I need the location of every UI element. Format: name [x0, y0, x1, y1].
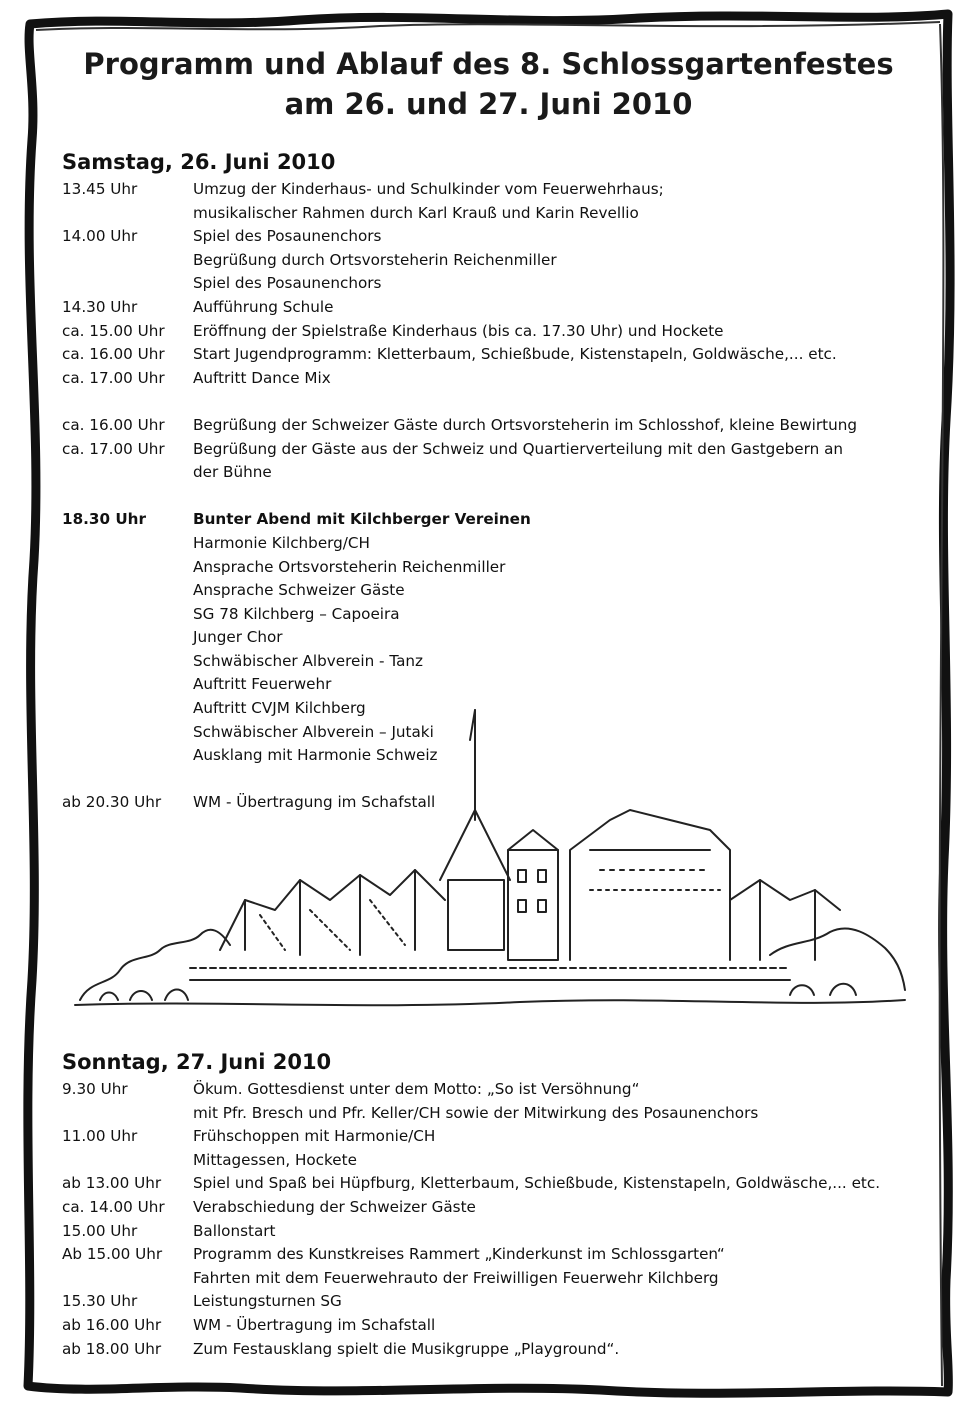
row-description: mit Pfr. Bresch und Pfr. Keller/CH sowie der Mitwirkung des Posaunenchors	[193, 1103, 759, 1122]
schedule-row	[62, 1172, 942, 1196]
sunday-heading: Sonntag, 27. Juni 2010	[62, 1050, 332, 1074]
schedule-row	[62, 343, 942, 367]
schedule-row	[62, 1338, 942, 1362]
row-description: Spiel des Posaunenchors	[193, 227, 382, 246]
row-description: der Bühne	[193, 463, 272, 482]
row-description: Schwäbischer Albverein - Tanz	[193, 651, 423, 670]
row-description: SG 78 Kilchberg – Capoeira	[193, 604, 400, 623]
schedule-row	[62, 1125, 942, 1149]
schedule-row	[62, 1149, 942, 1173]
row-time: ab 13.00 Uhr	[62, 1174, 162, 1193]
row-description: Auftritt CVJM Kilchberg	[193, 699, 366, 718]
schedule-row	[62, 296, 942, 320]
row-description: Junger Chor	[193, 628, 283, 647]
row-time: 13.45 Uhr	[62, 180, 138, 198]
row-description: Ausklang mit Harmonie Schweiz	[193, 746, 438, 765]
row-description: musikalischer Rahmen durch Karl Krauß und Karin Revellio	[193, 203, 639, 222]
title-line-1: Programm und Ablauf des 8. Schlossgartenfestes	[83, 47, 894, 81]
row-description: Ansprache Schweizer Gäste	[193, 581, 405, 600]
row-description: Begrüßung der Schweizer Gäste durch Ortsvorsteherin im Schlosshof, kleine Bewirtung	[193, 415, 857, 434]
row-time	[62, 249, 193, 273]
row-description: Auftritt Feuerwehr	[193, 675, 332, 694]
row-time: ab 16.00 Uhr	[62, 1315, 162, 1334]
schedule-row	[62, 178, 942, 202]
village-sketch-illustration	[70, 700, 910, 1040]
saturday-heading: Samstag, 26. Juni 2010	[62, 150, 336, 174]
row-time: 11.00 Uhr	[62, 1127, 138, 1146]
schedule-row	[62, 438, 942, 462]
row-description: Umzug der Kinderhaus- und Schulkinder vom Feuerwehrhaus;	[193, 180, 664, 198]
row-description: Aufführung Schule	[193, 297, 334, 316]
evening-item	[62, 673, 942, 697]
row-description: Fahrten mit dem Feuerwehrauto der Freiwilligen Feuerwehr Kilchberg	[193, 1268, 719, 1287]
row-description: Ansprache Ortsvorsteherin Reichenmiller	[193, 557, 506, 576]
row-description: Harmonie Kilchberg/CH	[193, 533, 370, 552]
row-time: 18.30 Uhr	[62, 510, 146, 529]
row-description: Frühschoppen mit Harmonie/CH	[193, 1127, 436, 1146]
evening-program-header	[62, 508, 942, 532]
row-description: WM - Übertragung im Schafstall	[193, 793, 436, 812]
schedule-row	[62, 202, 942, 226]
schedule-row	[62, 1243, 942, 1267]
row-time: ab 18.00 Uhr	[62, 1339, 162, 1358]
evening-item	[62, 532, 942, 556]
row-time: ab 20.30 Uhr	[62, 793, 162, 812]
schedule-row	[62, 249, 942, 273]
evening-item	[62, 603, 942, 627]
schedule-row	[62, 320, 942, 344]
schedule-row	[62, 1290, 942, 1314]
row-time: 15.30 Uhr	[62, 1292, 138, 1311]
row-time	[62, 1267, 193, 1291]
row-description: Start Jugendprogramm: Kletterbaum, Schießbude, Kistenstapeln, Goldwäsche,... etc.	[193, 345, 837, 364]
row-description: Ökum. Gottesdienst unter dem Motto: „So ist Versöhnung“	[193, 1080, 640, 1098]
row-description: Begrüßung der Gäste aus der Schweiz und Quartierverteilung mit den Gastgebern an	[193, 439, 844, 458]
schedule-row	[62, 1196, 942, 1220]
row-time: ca. 15.00 Uhr	[62, 321, 165, 340]
row-description: Auftritt Dance Mix	[193, 368, 331, 387]
schedule-row	[62, 1078, 942, 1102]
schedule-row	[62, 461, 942, 485]
row-description: Verabschiedung der Schweizer Gäste	[193, 1197, 476, 1216]
row-time	[62, 1102, 193, 1126]
row-time: 9.30 Uhr	[62, 1080, 128, 1098]
row-description: Schwäbischer Albverein – Jutaki	[193, 722, 434, 741]
row-time: 14.30 Uhr	[62, 297, 138, 316]
row-time: ca. 17.00 Uhr	[62, 368, 165, 387]
row-time: Ab 15.00 Uhr	[62, 1245, 163, 1264]
schedule-row	[62, 367, 942, 391]
row-description: Spiel und Spaß bei Hüpfburg, Kletterbaum, Schießbude, Kistenstapeln, Goldwäsche,... etc.	[193, 1174, 881, 1193]
row-description: WM - Übertragung im Schafstall	[193, 1315, 436, 1334]
spacer	[62, 485, 942, 509]
row-description: Leistungsturnen SG	[193, 1292, 342, 1311]
spacer	[62, 390, 942, 414]
evening-item	[62, 556, 942, 580]
schedule-row	[62, 1267, 942, 1291]
schedule-row	[62, 414, 942, 438]
row-description: Programm des Kunstkreises Rammert „Kinderkunst im Schlossgarten“	[193, 1245, 725, 1264]
row-time	[62, 461, 193, 485]
row-time	[62, 272, 193, 296]
row-description: Mittagessen, Hockete	[193, 1150, 357, 1169]
schedule-row	[62, 1220, 942, 1244]
schedule-row	[62, 1102, 942, 1126]
row-description: Ballonstart	[193, 1221, 276, 1240]
schedule-row	[62, 272, 942, 296]
row-time	[62, 1149, 193, 1173]
row-description: Begrüßung durch Ortsvorsteherin Reichenmiller	[193, 250, 557, 269]
row-time	[62, 202, 193, 226]
row-description: Zum Festausklang spielt die Musikgruppe „Playground“.	[193, 1339, 620, 1358]
evening-item	[62, 650, 942, 674]
sunday-schedule	[62, 1078, 942, 1361]
row-time: ca. 14.00 Uhr	[62, 1197, 165, 1216]
row-time: ca. 16.00 Uhr	[62, 415, 165, 434]
evening-item	[62, 579, 942, 603]
row-description: Eröffnung der Spielstraße Kinderhaus (bis ca. 17.30 Uhr) und Hockete	[193, 321, 724, 340]
evening-title: Bunter Abend mit Kilchberger Vereinen	[193, 510, 531, 529]
schedule-row	[62, 1314, 942, 1338]
schedule-row	[62, 225, 942, 249]
page-title	[0, 44, 977, 124]
row-time: ca. 16.00 Uhr	[62, 345, 165, 364]
row-description: Spiel des Posaunenchors	[193, 274, 382, 293]
row-time: 15.00 Uhr	[62, 1221, 138, 1240]
row-time: ca. 17.00 Uhr	[62, 439, 165, 458]
evening-item	[62, 626, 942, 650]
title-line-2: am 26. und 27. Juni 2010	[284, 87, 693, 121]
row-time: 14.00 Uhr	[62, 227, 138, 246]
